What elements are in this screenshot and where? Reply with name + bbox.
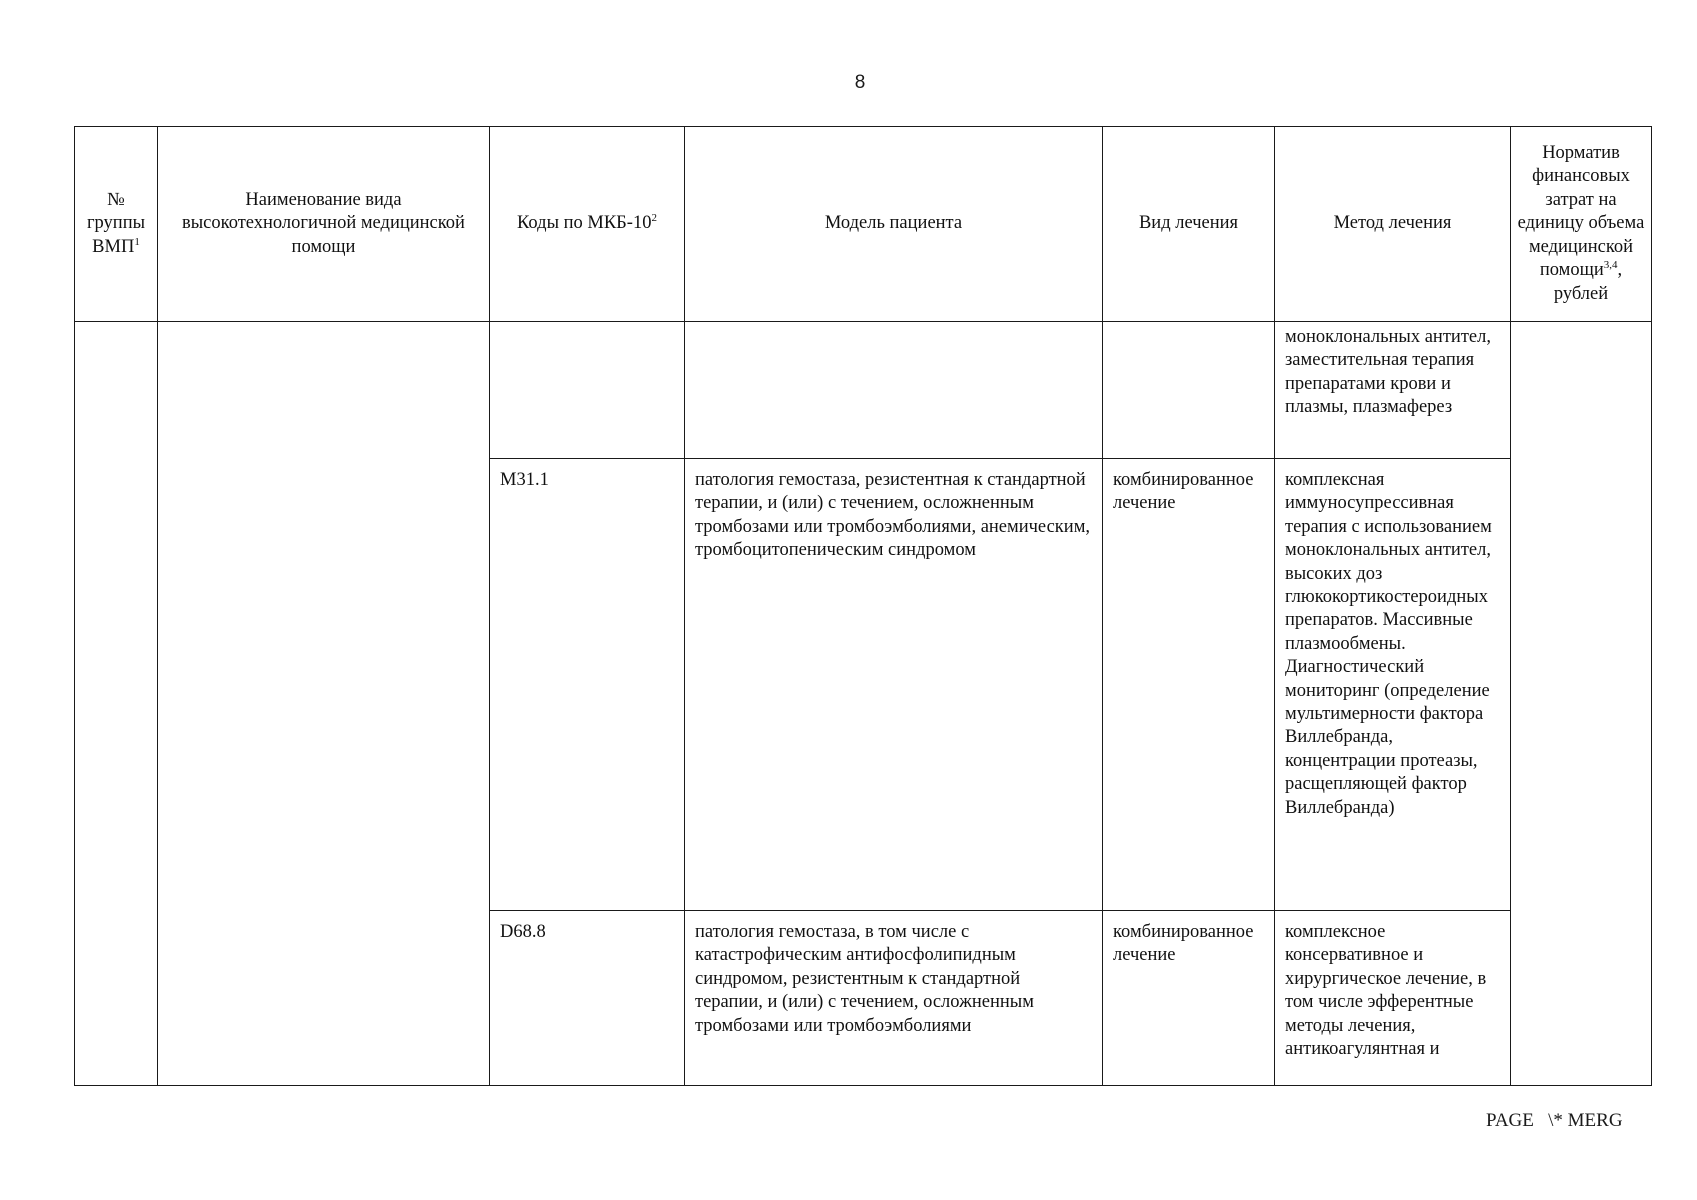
treatment-type-cell: комбинированное лечение	[1103, 459, 1275, 911]
care-type-name-cell	[158, 322, 490, 1086]
treatment-method-cell: комплексное консервативное и хирургическое лечение, в том числе эфферентные методы лечения, антикоагулянтная и	[1275, 911, 1511, 1086]
header-care-type-name: Наименование вида высокотехнологичной медицинской помощи	[158, 127, 490, 322]
header-group-number: № группы ВМП$^1$	[75, 127, 158, 322]
icd-code-cell: D68.8	[490, 911, 685, 1086]
header-treatment-method: Метод лечения	[1275, 127, 1511, 322]
patient-model-cell: патология гемостаза, резистентная к стандартной терапии, и (или) с течением, осложненным тромбозами или тромбоэмболиями, анемическим, тромбоцитопеническим синдромом	[685, 459, 1103, 911]
icd-code-cell: M31.1	[490, 459, 685, 911]
icd-code-cell	[490, 322, 685, 459]
treatment-method-cell: комплексная иммуносупрессивная терапия с использованием моноклональных антител, высоких доз глюкокортикостероидных препаратов. Массивные плазмообмены. Диагностический мониторинг (определение мультимерности фактора Виллебранда, концентрации протеазы, расщепляющей фактор Виллебранда)	[1275, 459, 1511, 911]
page-number: 8	[854, 72, 866, 93]
table-header-row	[75, 127, 1652, 322]
patient-model-cell: патология гемостаза, в том числе с катастрофическим антифосфолипидным синдромом, резистентным к стандартной терапии, и (или) с течением, осложненным тромбозами или тромбоэмболиями	[685, 911, 1103, 1086]
patient-model-cell	[685, 322, 1103, 459]
header-treatment-type: Вид лечения	[1103, 127, 1275, 322]
header-cost-standard: Норматив финансовых затрат на единицу объема медицинской помощи$^{3,4}$, рублей	[1511, 127, 1652, 322]
header-patient-model: Модель пациента	[685, 127, 1103, 322]
vmp-table	[74, 126, 1652, 1086]
page-field-code: PAGE \* MERG	[1486, 1110, 1623, 1131]
cost-standard-cell	[1511, 322, 1652, 1086]
group-number-cell	[75, 322, 158, 1086]
header-icd10-codes: Коды по МКБ-$10^2$	[490, 127, 685, 322]
treatment-type-cell: комбинированное лечение	[1103, 911, 1275, 1086]
treatment-method-cell: моноклональных антител, заместительная терапия препаратами крови и плазмы, плазмаферез	[1275, 322, 1511, 459]
vmp-table-container	[74, 126, 1652, 1086]
treatment-type-cell	[1103, 322, 1275, 459]
table-row	[75, 322, 1652, 459]
